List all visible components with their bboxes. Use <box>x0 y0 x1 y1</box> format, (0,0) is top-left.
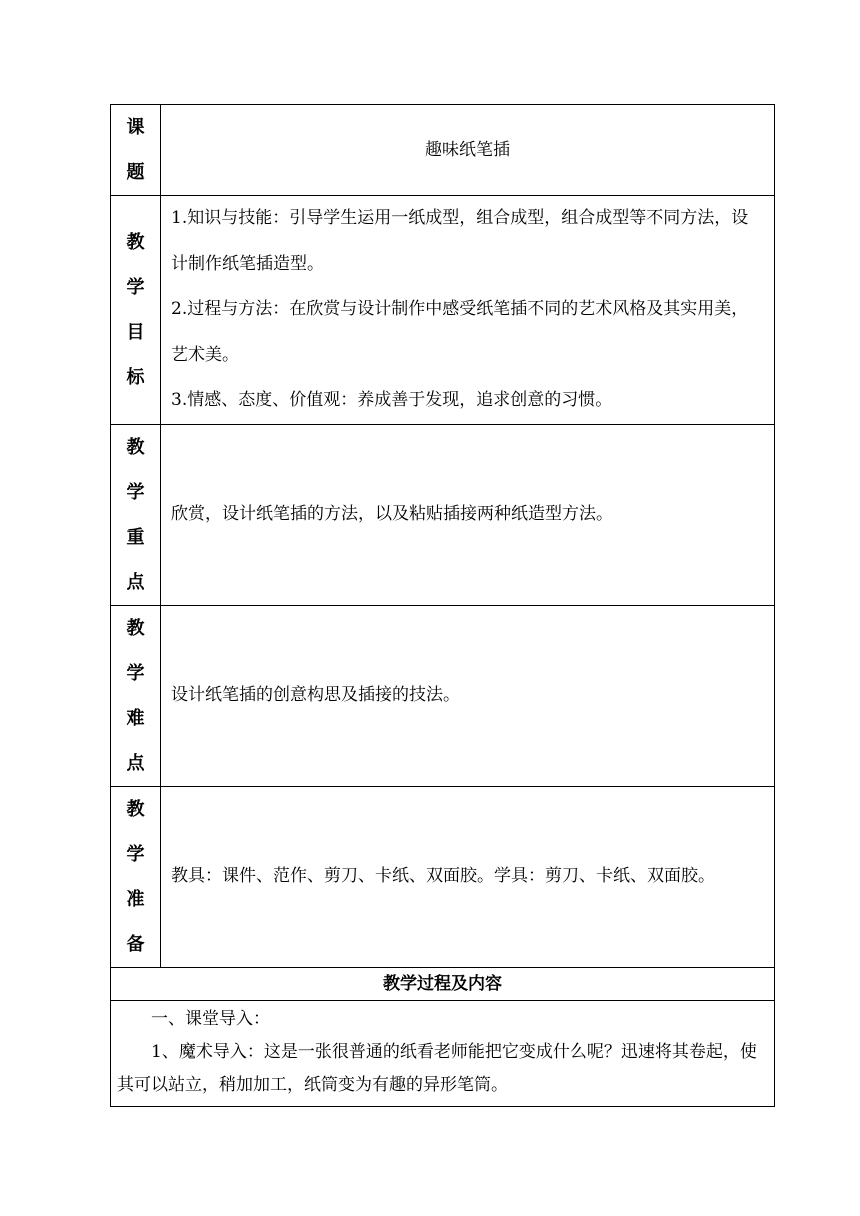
row-teaching-difficulty <box>111 605 775 786</box>
label-lesson-title <box>111 105 161 196</box>
row-teaching-focus <box>111 424 775 605</box>
objective-item: 3.情感、态度、价值观：养成善于发现，追求创意的习惯。 <box>171 390 613 410</box>
label-char: 教 <box>126 436 145 458</box>
row-teaching-preparation <box>111 786 775 967</box>
objectives-content <box>161 196 775 425</box>
label-char: 教 <box>126 798 145 820</box>
row-process-content <box>111 1000 775 1106</box>
process-line: 1、魔术导入：这是一张很普通的纸看老师能把它变成什么呢？迅速将其卷起，使其可以站立，稍加加工，纸筒变为有趣的异形笔筒。 <box>117 1041 757 1095</box>
label-char: 教 <box>126 231 145 253</box>
lesson-plan-table <box>110 104 775 1107</box>
objective-item: 2.过程与方法：在欣赏与设计制作中感受纸笔插不同的艺术风格及其实用美，艺术美。 <box>171 299 749 365</box>
label-char: 课 <box>126 117 145 138</box>
label-teaching-difficulty <box>111 605 161 786</box>
process-content <box>111 1000 775 1106</box>
process-header: 教学过程及内容 <box>111 967 775 1000</box>
label-char: 题 <box>126 162 145 183</box>
label-char: 点 <box>126 571 145 593</box>
label-char: 标 <box>126 366 145 388</box>
label-char: 教 <box>126 617 145 639</box>
difficulty-content: 设计纸笔插的创意构思及插接的技法。 <box>161 605 775 786</box>
label-char: 重 <box>126 526 145 548</box>
label-char: 目 <box>126 321 145 343</box>
lesson-title-text: 趣味纸笔插 <box>161 105 775 196</box>
label-char: 难 <box>126 707 145 729</box>
label-char: 点 <box>126 752 145 774</box>
label-teaching-objectives <box>111 196 161 425</box>
label-char: 准 <box>126 888 145 910</box>
label-char: 学 <box>126 662 145 684</box>
label-teaching-focus <box>111 424 161 605</box>
preparation-content: 教具：课件、范作、剪刀、卡纸、双面胶。学具：剪刀、卡纸、双面胶。 <box>161 786 775 967</box>
row-teaching-objectives <box>111 196 775 425</box>
label-char: 学 <box>126 276 145 298</box>
label-char: 学 <box>126 481 145 503</box>
row-lesson-title <box>111 105 775 196</box>
label-teaching-preparation <box>111 786 161 967</box>
row-process-header <box>111 967 775 1000</box>
focus-content: 欣赏，设计纸笔插的方法，以及粘贴插接两种纸造型方法。 <box>161 424 775 605</box>
objective-item: 1.知识与技能：引导学生运用一纸成型，组合成型，组合成型等不同方法，设计制作纸笔插造型。 <box>171 208 749 274</box>
label-char: 备 <box>126 933 145 955</box>
process-line: 一、课堂导入： <box>151 1008 270 1029</box>
label-char: 学 <box>126 843 145 865</box>
